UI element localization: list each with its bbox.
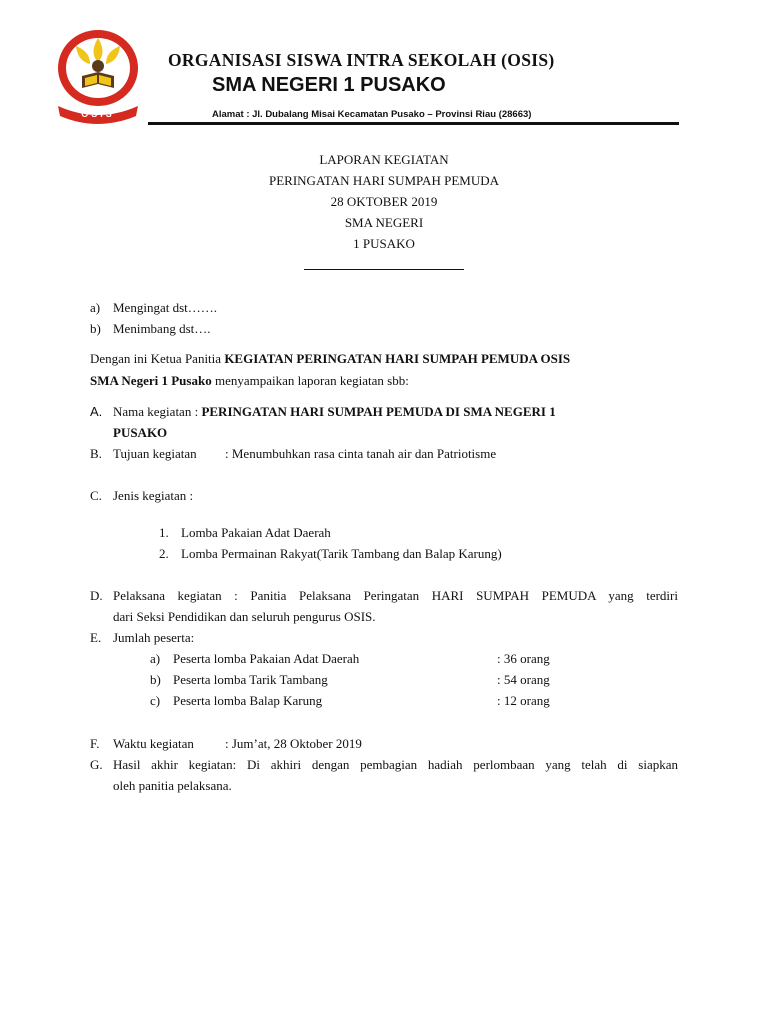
item-a-label: Nama kegiatan : [113, 404, 199, 419]
item-g-line-1: Hasil akhir kegiatan: Di akhiri dengan pembagian hadiah perlombaan yang telah di siapkan [113, 757, 678, 772]
consideration-text-b: Menimbang dst…. [113, 321, 211, 336]
consideration-marker-a: a) [90, 300, 101, 315]
intro-line-1 [90, 352, 570, 365]
intro-suffix: menyampaikan laporan kegiatan sbb: [214, 373, 409, 388]
consideration-text-a: Mengingat dst……. [113, 300, 217, 315]
intro-line-2 [90, 374, 409, 387]
title-line-1: LAPORAN KEGIATAN [319, 152, 449, 167]
participant-value-b: : 54 orang [497, 672, 550, 687]
intro-prefix: Dengan ini Ketua Panitia [90, 351, 222, 366]
participant-label-b: Peserta lomba Tarik Tambang [173, 672, 328, 687]
title-line-4: SMA NEGERI [344, 215, 424, 230]
organization-name: ORGANISASI SISWA INTRA SEKOLAH (OSIS) [168, 50, 555, 70]
participant-marker-b: b) [150, 672, 161, 687]
participant-value-c: : 12 orang [497, 693, 550, 708]
title-line-3: 28 OKTOBER 2019 [330, 194, 438, 209]
item-e-marker: E. [90, 630, 102, 645]
item-a-line-1 [113, 405, 556, 418]
item-b-value: : Menumbuhkan rasa cinta tanah air dan Patriotisme [225, 446, 497, 461]
item-g-line-2: oleh panitia pelaksana. [113, 778, 232, 793]
item-c-sub-text-1: Lomba Pakaian Adat Daerah [181, 525, 331, 540]
school-address: Alamat : Jl. Dubalang Misai Kecamatan Pusako – Provinsi Riau (28663) [212, 109, 532, 120]
participant-marker-c: c) [150, 693, 161, 708]
osis-logo [52, 26, 144, 126]
participant-label-a: Peserta lomba Pakaian Adat Daerah [173, 651, 360, 666]
item-c-label: Jenis kegiatan : [113, 488, 194, 503]
logo-ribbon-text: OSIS [81, 109, 115, 119]
item-c-marker: C. [90, 488, 102, 503]
participant-value-a: : 36 orang [497, 651, 550, 666]
item-g-marker: G. [90, 757, 103, 772]
participant-marker-a: a) [150, 651, 161, 666]
item-e-label: Jumlah peserta: [113, 630, 195, 645]
item-d-line-2: dari Seksi Pendidikan dan seluruh pengurus OSIS. [113, 609, 376, 624]
item-c-sub-marker-1: 1. [159, 525, 169, 540]
title-line-2: PERINGATAN HARI SUMPAH PEMUDA [269, 173, 499, 188]
item-c-sub-marker-2: 2. [159, 546, 169, 561]
participant-label-c: Peserta lomba Balap Karung [173, 693, 323, 708]
item-d-line-1: Pelaksana kegiatan : Panitia Pelaksana Peringatan HARI SUMPAH PEMUDA yang terdiri [113, 588, 678, 603]
item-a-value-1: PERINGATAN HARI SUMPAH PEMUDA DI SMA NEGERI 1 [201, 404, 556, 419]
item-c-sub-text-2: Lomba Permainan Rakyat(Tarik Tambang dan Balap Karung) [181, 546, 502, 561]
title-line-5: 1 PUSAKO [353, 236, 415, 251]
item-a-value-2: PUSAKO [113, 425, 168, 440]
item-f-label: Waktu kegiatan [113, 736, 194, 751]
intro-school: SMA Negeri 1 Pusako [90, 373, 212, 388]
item-a-marker: A. [90, 404, 103, 419]
item-d-marker: D. [90, 588, 103, 603]
item-f-value: : Jum’at, 28 Oktober 2019 [225, 736, 362, 751]
title-underline [304, 269, 464, 270]
school-name: SMA NEGERI 1 PUSAKO [212, 74, 446, 96]
item-f-marker: F. [90, 736, 100, 751]
consideration-marker-b: b) [90, 321, 101, 336]
item-b-marker: B. [90, 446, 102, 461]
intro-event-name: KEGIATAN PERINGATAN HARI SUMPAH PEMUDA OSIS [224, 351, 571, 366]
item-b-label: Tujuan kegiatan [113, 446, 197, 461]
letterhead-rule [148, 122, 679, 125]
